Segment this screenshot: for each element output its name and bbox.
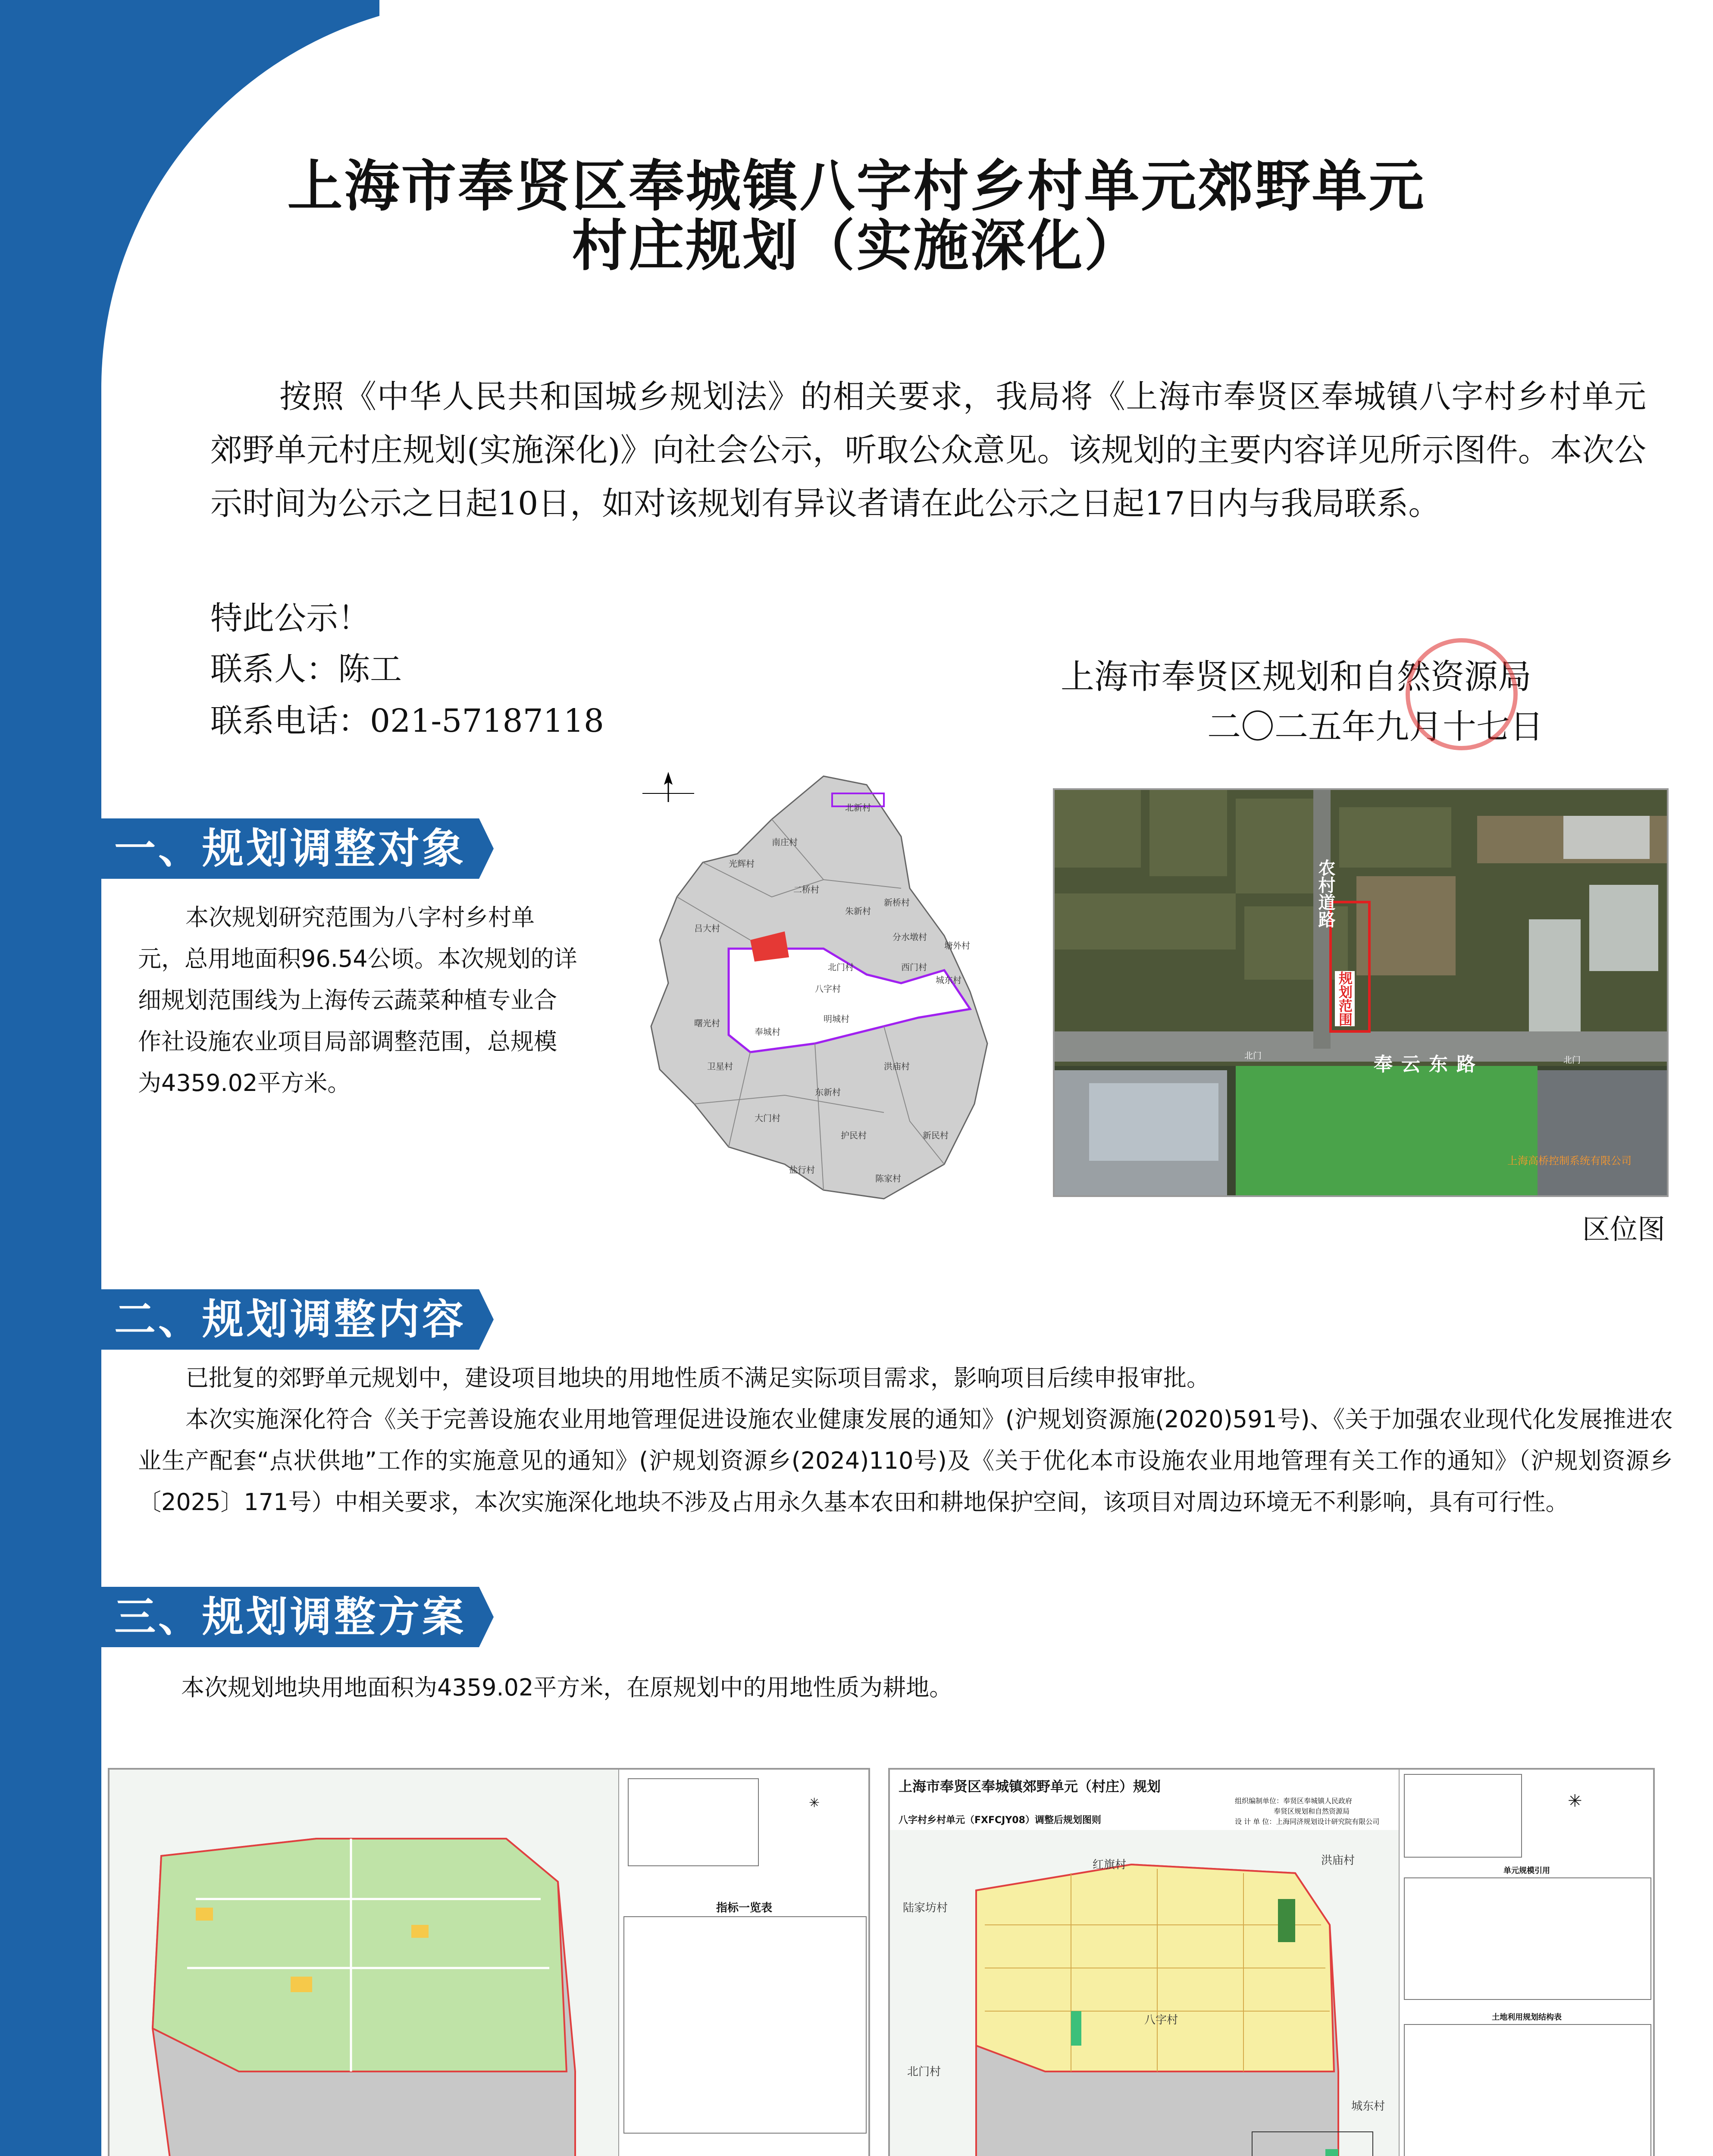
north-arrow-icon: [642, 772, 694, 802]
plan-before-keymap: [628, 1778, 759, 1866]
svg-text:二桥村: 二桥村: [793, 884, 819, 895]
page-title-line1: 上海市奉贤区奉城镇八字村乡村单元郊野单元: [287, 154, 1426, 219]
plan-after-org-1: 组织编制单位：奉贤区奉城镇人民政府: [1235, 1797, 1353, 1805]
svg-text:陈家村: 陈家村: [875, 1173, 901, 1184]
svg-text:卫星村: 卫星村: [707, 1061, 733, 1072]
svg-text:新桥村: 新桥村: [884, 897, 910, 908]
svg-text:北新村: 北新村: [845, 802, 871, 813]
poi-a-label: 北门: [1244, 1050, 1262, 1061]
svg-text:明城村: 明城村: [824, 1014, 849, 1024]
village-east-label: 城东村: [1351, 2100, 1385, 2113]
plan-before-sidebar: [618, 1770, 869, 2156]
village-west2-label: 北门村: [907, 2065, 941, 2078]
road-vertical-label: 农村道路: [1315, 859, 1335, 928]
issue-date: 二〇二五年九月十七日: [1207, 708, 1544, 746]
section-1-header: 一、规划调整对象: [101, 818, 479, 879]
village-west-label: 陆家坊村: [903, 1902, 948, 1915]
section-2-header: 二、规划调整内容: [101, 1289, 479, 1350]
table1: [1404, 1877, 1651, 2000]
village-ne-label: 洪庙村: [1321, 1854, 1355, 1867]
scope-box-label: 规划范围: [1335, 971, 1355, 1026]
road-horizontal-label: 奉云东路: [1374, 1053, 1484, 1075]
table2-title: 土地利用规划结构表: [1492, 2013, 1562, 2022]
svg-text:奉城村: 奉城村: [755, 1027, 780, 1037]
plan-before-index-table: [623, 1916, 867, 2134]
village-center-label: 八字村: [1144, 2014, 1178, 2027]
svg-text:光辉村: 光辉村: [729, 859, 755, 869]
page-title-line2: 村庄规划（实施深化）: [572, 213, 1141, 278]
plan-after-title: 上海市奉贤区奉城镇郊野单元（村庄）规划: [899, 1778, 1161, 1795]
notice-paragraph: 按照《中华人民共和国城乡规划法》的相关要求，我局将《上海市奉贤区奉城镇八字村乡村单元郊野单元村庄规划(实施深化)》向社会公示，听取公众意见。该规划的主要内容详见所示图件。本次公示时间为公示之日起10日，如对该规划有异议者请在此公示之日起17日内与我局联系。: [210, 378, 1646, 522]
official-seal-icon: [1406, 638, 1518, 750]
svg-text:大门村: 大门村: [755, 1113, 780, 1123]
svg-text:城东村: 城东村: [936, 975, 961, 985]
svg-text:塘外村: 塘外村: [944, 940, 970, 951]
svg-text:护民村: 护民村: [841, 1130, 867, 1141]
section-2-text-1: 已批复的郊野单元规划中，建设项目地块的用地性质不满足实际项目需求，影响项目后续申报审批。: [185, 1364, 1210, 1391]
svg-text:东新村: 东新村: [815, 1087, 841, 1097]
compass-icon: ✳: [809, 1796, 820, 1811]
section-1-text: 本次规划研究范围为八字村乡村单元，总用地面积96.54公顷。本次规划的详细规划范围线为上海传云蔬菜种植专业合作社设施农业项目局部调整范围，总规模为4359.02平方米。: [138, 904, 577, 1097]
plan-after-keymap: [1404, 1774, 1522, 1858]
satellite-corner-mark: 上海高桥控制系统有限公司: [1507, 1155, 1632, 1167]
svg-text:曙光村: 曙光村: [694, 1018, 720, 1028]
plan-after-subtitle: 八字村乡村单元（FXFCJY08）调整后规划图则: [899, 1815, 1101, 1826]
svg-text:西门村: 西门村: [901, 962, 927, 972]
table1-title: 单元规模引用: [1503, 1866, 1550, 1875]
table2: [1404, 2024, 1651, 2156]
plan-after-sidebar: [1399, 1770, 1654, 2156]
svg-text:北门村: 北门村: [828, 962, 854, 972]
compass-icon: ✳: [1568, 1791, 1582, 1811]
location-map-caption: 区位图: [1582, 1214, 1665, 1246]
satellite-image: [1053, 788, 1669, 1197]
svg-text:南庄村: 南庄村: [772, 837, 798, 847]
plan-before-table-title: 指标一览表: [716, 1902, 772, 1915]
contact-person: 联系人：陈工: [210, 651, 402, 688]
svg-text:盐行村: 盐行村: [789, 1165, 815, 1175]
issuer-name: 上海市奉贤区规划和自然资源局: [1061, 658, 1532, 696]
svg-text:八字村: 八字村: [815, 984, 841, 994]
svg-text:朱新村: 朱新村: [845, 906, 871, 916]
plan-after-org-2: 奉贤区规划和自然资源局: [1274, 1807, 1350, 1815]
poi-b-label: 北门: [1563, 1055, 1581, 1065]
special-note: 特此公示！: [210, 600, 370, 637]
contact-phone: 联系电话：021-57187118: [210, 702, 604, 740]
plan-after-design: 设 计 单 位：上海同济规划设计研究院有限公司: [1235, 1818, 1380, 1826]
village-north-label: 红旗村: [1093, 1858, 1127, 1871]
svg-text:洪庙村: 洪庙村: [884, 1061, 910, 1072]
svg-text:新民村: 新民村: [923, 1130, 949, 1141]
location-map: [642, 768, 1000, 1216]
plan-after-map: [888, 1768, 1655, 2156]
svg-text:分水墩村: 分水墩村: [893, 932, 927, 942]
section-3-header: 三、规划调整方案: [101, 1587, 479, 1647]
plan-before-map: [108, 1768, 870, 2156]
section-2-text-2: 本次实施深化符合《关于完善设施农业用地管理促进设施农业健康发展的通知》(沪规划资源施(2020)591号)、《关于加强农业现代化发展推进农业生产配套“点状供地”工作的实施意见的通知》(沪规划资源乡(2024)110号)及《关于优化本市设施农业用地管理有关工作的通知》（沪规划资源乡〔2025〕171号）中相关要求，本次实施深化地块不涉及占用永久基本农田和耕地保护空间，该项目对周边环境无不利影响，具有可行性。: [138, 1406, 1673, 1516]
svg-text:吕大村: 吕大村: [694, 923, 720, 934]
section-3-text: 本次规划地块用地面积为4359.02平方米，在原规划中的用地性质为耕地。: [181, 1674, 953, 1701]
